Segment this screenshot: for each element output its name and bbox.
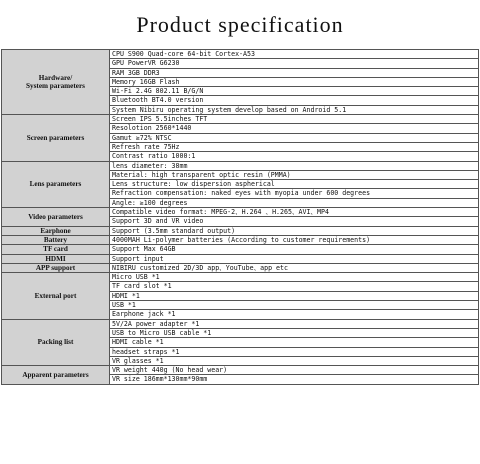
category-cell: Battery xyxy=(2,235,110,244)
page-title: Product specification xyxy=(136,12,344,37)
spec-value-cell: Screen IPS 5.5inches TFT xyxy=(110,115,479,124)
table-row xyxy=(2,226,479,235)
spec-value-cell: 5V/2A power adapter *1 xyxy=(110,319,479,328)
spec-value-cell: headset straps *1 xyxy=(110,347,479,356)
table-row xyxy=(2,263,479,272)
table-row xyxy=(2,245,479,254)
spec-value-cell: RAM 3GB DDR3 xyxy=(110,68,479,77)
spec-value-cell: Support (3.5mm standard output) xyxy=(110,226,479,235)
spec-value-cell: Support Max 64GB xyxy=(110,245,479,254)
spec-value-cell: Compatible video format: MPEG-2、H.264 、H.265、AVI、MP4 xyxy=(110,208,479,217)
spec-value-cell: VR glasses *1 xyxy=(110,356,479,365)
spec-value-cell: lens diameter: 38mm xyxy=(110,161,479,170)
spec-value-cell: System Nibiru operating system develop based on Android 5.1 xyxy=(110,105,479,114)
spec-value-cell: TF card slot *1 xyxy=(110,282,479,291)
spec-value-cell: 4000MAH Li-polymer batteries (According to customer requirements) xyxy=(110,235,479,244)
spec-value-cell: CPU S900 Quad-core 64-bit Cortex-A53 xyxy=(110,50,479,59)
spec-value-cell: USB to Micro USB cable *1 xyxy=(110,328,479,337)
category-cell: External port xyxy=(2,273,110,319)
table-row xyxy=(2,115,479,124)
spec-value-cell: VR size 186mm*130mm*90mm xyxy=(110,375,479,384)
category-cell: Packing list xyxy=(2,319,110,365)
table-row xyxy=(2,273,479,282)
spec-value-cell: HDMI cable *1 xyxy=(110,338,479,347)
spec-value-cell: Refraction compensation: naked eyes with myopia under 600 degrees xyxy=(110,189,479,198)
table-row xyxy=(2,319,479,328)
spec-value-cell: GPU PowerVR G6230 xyxy=(110,59,479,68)
spec-value-cell: Support 3D and VR video xyxy=(110,217,479,226)
category-cell: Video parameters xyxy=(2,208,110,227)
category-cell: Hardware/ System parameters xyxy=(2,50,110,115)
table-row xyxy=(2,161,479,170)
category-cell: Screen parameters xyxy=(2,115,110,161)
spec-value-cell: Gamut ≥72% NTSC xyxy=(110,133,479,142)
table-row xyxy=(2,254,479,263)
category-cell: Earphone xyxy=(2,226,110,235)
spec-value-cell: Refresh rate 75Hz xyxy=(110,142,479,151)
spec-value-cell: HDMI *1 xyxy=(110,291,479,300)
table-row xyxy=(2,50,479,59)
spec-table xyxy=(1,49,479,385)
category-cell: HDMI xyxy=(2,254,110,263)
spec-value-cell: VR weight 440g (No head wear) xyxy=(110,366,479,375)
category-cell: TF card xyxy=(2,245,110,254)
spec-value-cell: Support input xyxy=(110,254,479,263)
category-cell: Apparent parameters xyxy=(2,366,110,385)
spec-value-cell: Resolotion 2560*1440 xyxy=(110,124,479,133)
spec-value-cell: Memory 16GB Flash xyxy=(110,77,479,86)
spec-value-cell: Lens structure: low dispersion aspherical xyxy=(110,180,479,189)
category-cell: APP support xyxy=(2,263,110,272)
spec-value-cell: Material: high transparent optic resin (PMMA) xyxy=(110,170,479,179)
category-cell: Lens parameters xyxy=(2,161,110,207)
spec-value-cell: Angle: ≥100 degrees xyxy=(110,198,479,207)
spec-value-cell: Contrast ratio 1000:1 xyxy=(110,152,479,161)
table-row xyxy=(2,235,479,244)
spec-value-cell: Bluetooth BT4.0 version xyxy=(110,96,479,105)
spec-value-cell: Micro USB *1 xyxy=(110,273,479,282)
spec-value-cell: USB *1 xyxy=(110,301,479,310)
spec-value-cell: Earphone jack *1 xyxy=(110,310,479,319)
spec-value-cell: Wi-Fi 2.4G 802.11 B/G/N xyxy=(110,87,479,96)
table-row xyxy=(2,366,479,375)
spec-value-cell: NIBIRU customized 2D/3D app、YouTube、app etc xyxy=(110,263,479,272)
table-row xyxy=(2,208,479,217)
